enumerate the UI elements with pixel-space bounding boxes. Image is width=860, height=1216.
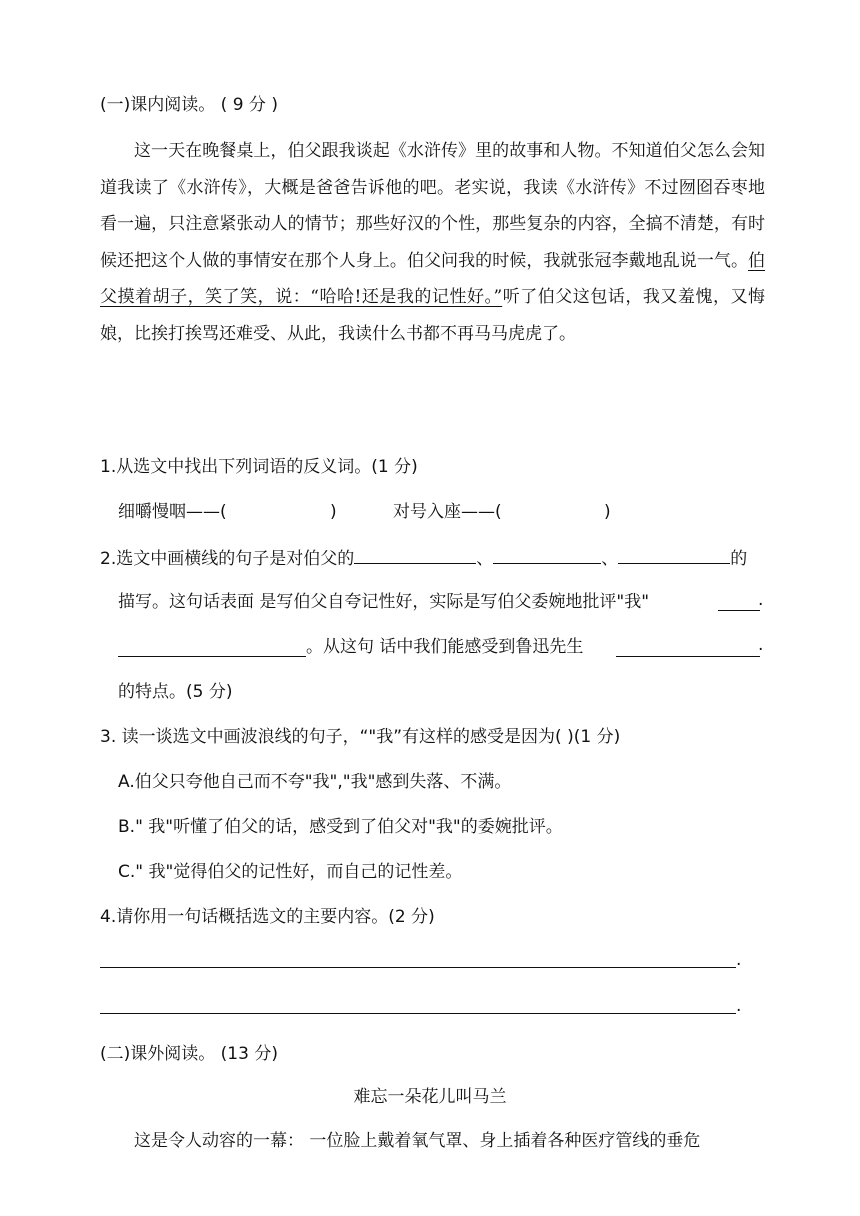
question-2-line-3: 。从这句 话中我们能感受到鲁迅先生 (306, 637, 584, 657)
answer-line[interactable] (718, 610, 760, 611)
answer-blank[interactable] (618, 545, 730, 564)
separator: 、 (601, 549, 619, 569)
question-1-item-b-close: ) (604, 502, 611, 522)
question-2-line-2: 描写。这句话表面 是写伯父自夸记性好，实际是写伯父委婉地批评"我" (118, 592, 650, 612)
period: . (758, 590, 764, 610)
option-a[interactable]: A.伯父只夸他自己而不夸"我","我"感到失落、不满。 (118, 772, 512, 792)
period: . (736, 950, 742, 970)
question-2-line-1 (100, 545, 747, 571)
question-2-text-end: 的 (730, 549, 748, 569)
passage-text: 这一天在晚餐桌上，伯父跟我谈起《水浒传》里的故事和人物。不知道伯父怎么会知道我读了《水浒传》，大概是爸爸告诉他的吧。老实说，我读《水浒传》不过囫囵吞枣地看一遍，只注意紧张动人的情节；那些好汉的个性，那些复杂的内容，全搞不清楚，有时候还把这个人做的事情安在那个人身上。伯父问我的时候，我就张冠李戴地乱说一气。 (100, 141, 765, 271)
question-3-stem: 3. 读一谈选文中画波浪线的句子，“"我”有这样的感受是因为( )(1 分) (100, 727, 621, 747)
answer-line[interactable] (616, 656, 760, 657)
question-1-item-a-close: ) (330, 502, 337, 522)
answer-blank[interactable] (493, 545, 601, 564)
answer-blank[interactable] (354, 545, 476, 564)
answer-line[interactable] (100, 967, 736, 968)
section-heading: (二)课外阅读。 (13 分) (100, 1044, 278, 1064)
period: . (758, 635, 764, 655)
question-2-text: 2.选文中画横线的句子是对伯父的 (100, 549, 355, 569)
answer-line[interactable] (100, 1013, 736, 1014)
question-1-item-a: 细嚼慢咽——( (118, 502, 227, 522)
option-b[interactable]: B." 我"听懂了伯父的话，感受到了伯父对"我"的委婉批评。 (118, 817, 563, 837)
separator: 、 (476, 549, 494, 569)
passage-text-end: 听了伯父这包话，我又羞愧，又悔娘，比挨打挨骂还难受、从此，我读什么书都不再马马虎虎了。 (100, 287, 766, 344)
question-2-line-4: 的特点。(5 分) (118, 682, 233, 702)
question-1-item-b: 对号入座——( (393, 502, 502, 522)
question-4-stem: 4.请你用一句话概括选文的主要内容。(2 分) (100, 907, 435, 927)
reading-passage (100, 133, 765, 352)
underlined-sentence: 伯父摸着胡子，笑了笑，说：“哈哈!还是我的记性好。” (100, 250, 765, 307)
section-heading: (一)课内阅读。 ( 9 分 ) (100, 95, 278, 115)
period: . (736, 996, 742, 1016)
answer-line[interactable] (118, 656, 306, 657)
article-paragraph: 这是令人动容的一幕： 一位脸上戴着氧气罩、身上插着各种医疗管线的垂危 (134, 1131, 701, 1151)
question-1-stem: 1.从选文中找出下列词语的反义词。(1 分) (100, 457, 418, 477)
article-title: 难忘一朵花儿叫马兰 (353, 1087, 507, 1107)
option-c[interactable]: C." 我"觉得伯父的记性好，而自己的记性差。 (118, 862, 463, 882)
